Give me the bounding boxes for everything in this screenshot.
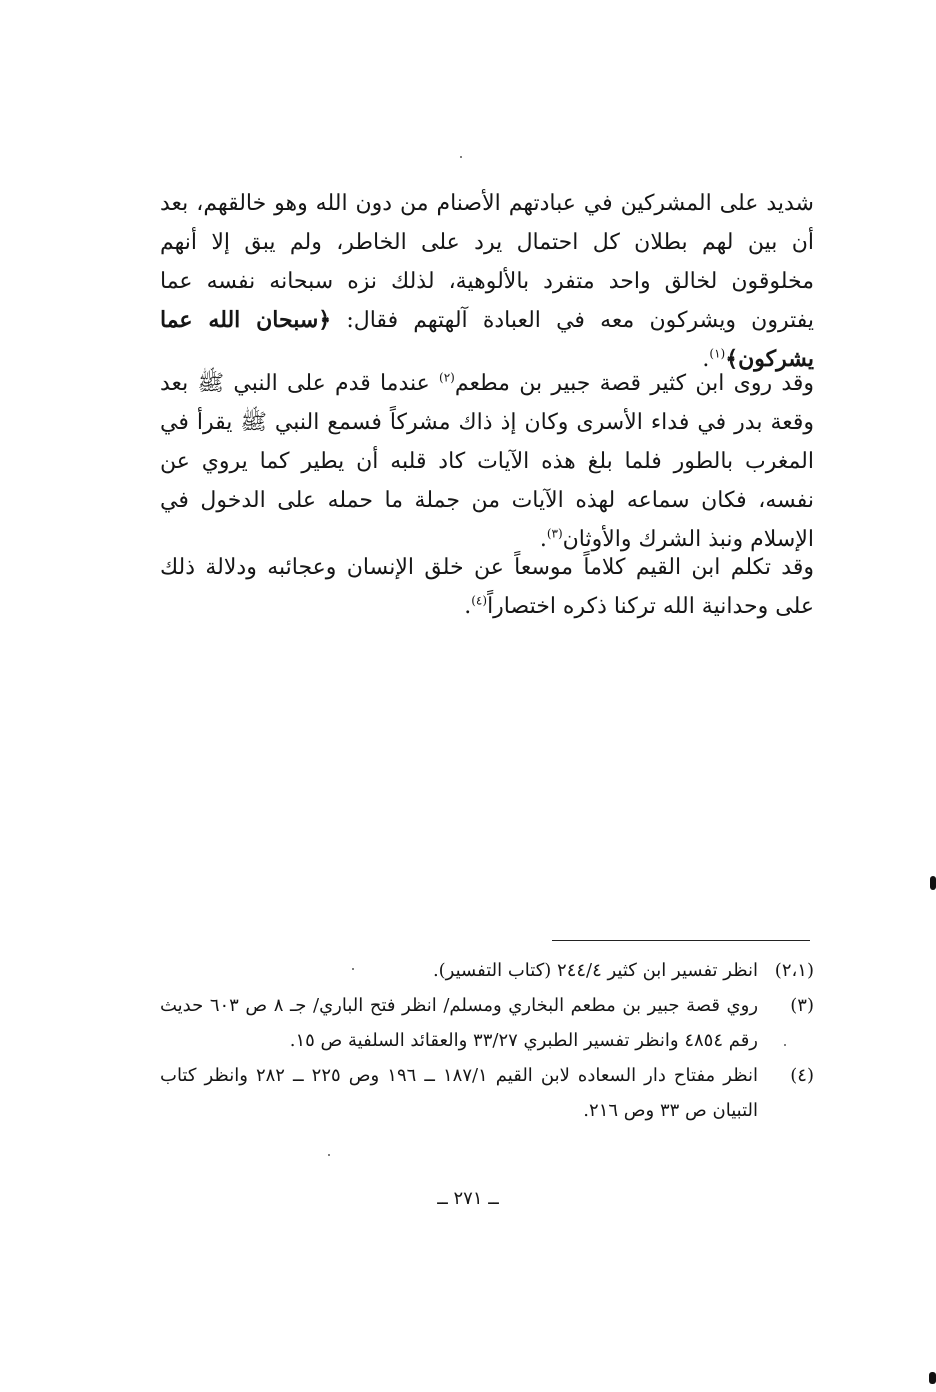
scan-speck [460, 156, 462, 158]
scan-speck [784, 1044, 786, 1046]
paragraph-2-text: وقد روى ابن كثير قصة جبير بن مطعم [454, 371, 815, 396]
scan-edge-mark [930, 876, 936, 890]
paragraph-2-middle: عندما قدم على النبي ﷺ بعد وقعة بدر في فداء الأسرى وكان إذ ذاك مشركاً فسمع النبي ﷺ يقرأ في المغرب بالطور فلما بلغ هذه الآيات كاد قلبه أن يطير كما يروي عن نفسه، فكان سماعه لهذه الآيات من جملة ما حمله على الدخول في الإسلام ونبذ الشرك والأوثان [160, 371, 814, 552]
footnote-number: (٢،١) [774, 960, 814, 981]
paragraph-3-tail: . [464, 594, 472, 619]
paragraph-3 [160, 548, 814, 626]
paragraph-1 [160, 184, 814, 379]
footnote-1-2 [160, 953, 814, 988]
paragraph-2-tail: . [539, 527, 547, 552]
footnote-text: انظر تفسير ابن كثير ٢٤٤/٤ (كتاب التفسير). [432, 960, 758, 981]
footnote-separator [552, 940, 810, 941]
footnote-ref-2: (٢) [439, 370, 455, 385]
footnote-ref-3: (٣) [546, 526, 563, 541]
footnote-ref-1: (١) [709, 346, 726, 361]
footnote-number: (٣) [790, 995, 814, 1016]
scan-speck [352, 968, 354, 970]
paragraph-3-text: وقد تكلم ابن القيم كلاماً موسعاً عن خلق الإنسان وعجائبه ودلالة ذلك على وحدانية الله تركنا ذكره اختصاراً [160, 555, 814, 619]
page-number: ــ ٢٧١ ــ [437, 1188, 499, 1209]
scan-speck [328, 1154, 330, 1156]
quran-verse: ﴿سبحان الله عما يشركون﴾ [160, 307, 814, 372]
footnote-number: (٤) [790, 1065, 814, 1086]
paragraph-1-text: شديد على المشركين في عبادتهم الأصنام من دون الله وهو خالقهم، بعد أن بين لهم بطلان كل احتمال يرد على الخاطر، ولم يبق إلا أنهم مخلوقون لخالق واحد متفرد بالألوهية، لذلك نزه سبحانه نفسه عما يفترون ويشركون معه في العبادة آلهتهم فقال: [160, 191, 814, 333]
footnotes [160, 953, 814, 1128]
footnote-4 [160, 1058, 814, 1128]
scan-edge-mark [929, 1372, 936, 1384]
footnote-text: انظر مفتاح دار السعاده لابن القيم ١٨٧/١ ــ ١٩٦ وص ٢٢٥ ــ ٢٨٢ وانظر كتاب التبيان ص ٣٣ وص ٢١٦. [160, 1065, 758, 1121]
footnote-ref-4: (٤) [471, 593, 488, 608]
footnote-3 [160, 988, 814, 1058]
paragraph-2 [160, 364, 814, 559]
footnote-text: روي قصة جبير بن مطعم البخاري ومسلم/ انظر فتح الباري/ جـ ٨ ص ٦٠٣ حديث رقم ٤٨٥٤ وانظر تفسير الطبري ٣٣/٢٧ والعقائد السلفية ص ١٥. [160, 995, 759, 1051]
paragraph-1-tail: . [702, 347, 710, 372]
